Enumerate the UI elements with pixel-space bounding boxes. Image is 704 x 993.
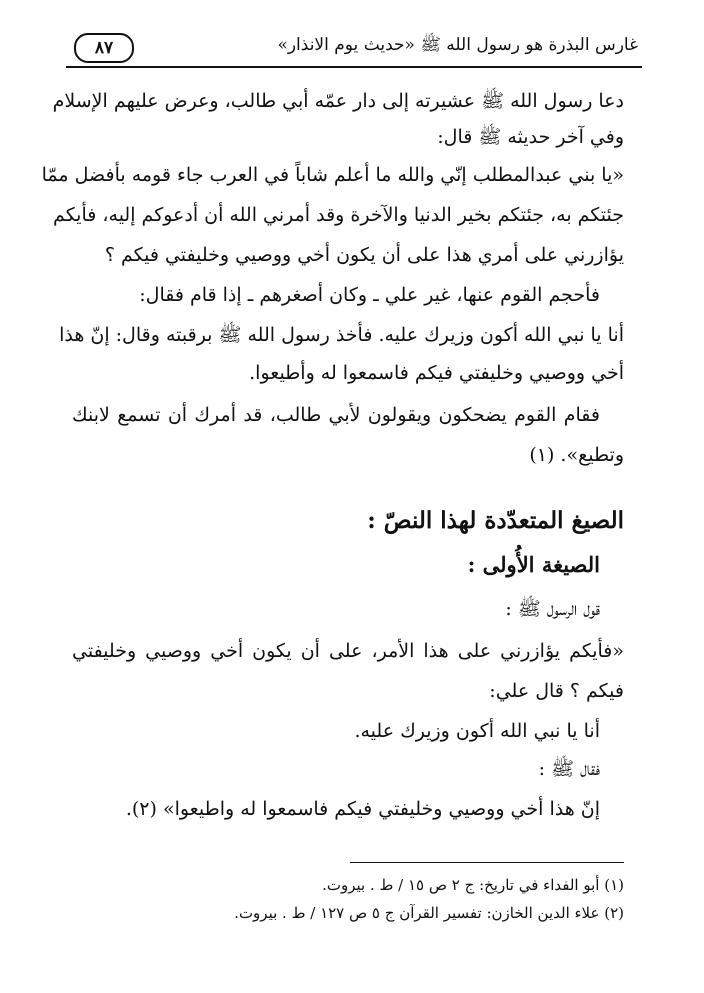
paragraph-line: وفي آخر حديثه ﷺ قال:: [437, 126, 624, 148]
paragraph-line: فأحجم القوم عنها، غير علي ـ وكان أصغرهم ـ إذا قام فقال:: [139, 284, 600, 306]
quote-line: إنّ هذا أخي ووصيي وخليفتي فيكم فاسمعوا له واطيعوا» (٢).: [125, 798, 600, 820]
paragraph-line: قول الرسول ﷺ :: [505, 598, 600, 620]
quote-line: فيكم ؟ قال علي:: [489, 680, 624, 702]
page-number-badge: ٨٧: [74, 33, 134, 63]
paragraph-line: دعا رسول الله ﷺ عشيرته إلى دار عمّه أبي طالب، وعرض عليهم الإسلام: [52, 90, 624, 112]
paragraph-line: فقام القوم يضحكون ويقولون لأبي طالب، قد أمرك أن تسمع لابنك: [72, 404, 600, 426]
running-header: [66, 30, 642, 68]
section-heading: الصيغ المتعدّدة لهذا النصّ :: [367, 507, 624, 534]
running-header-title: غارس البذرة هو رسول الله ﷺ «حديث يوم الانذار»: [277, 35, 638, 55]
quote-line: أنا يا نبي الله أكون وزيرك عليه.: [354, 720, 600, 742]
quote-line: جئتكم به، جئتكم بخير الدنيا والآخرة وقد أمرني الله أن أدعوكم إليه، فأيكم: [53, 204, 624, 226]
quote-line: فقال ﷺ :: [538, 758, 600, 780]
quote-line: يؤازرني على أمري هذا على أن يكون أخي ووصيي وخليفتي فيكم ؟: [104, 244, 624, 266]
footnote: (١) أبو الفداء في تاريخ: ج ٢ ص ١٥ / ط . بيروت.: [322, 876, 624, 894]
quote-line: «يا بني عبدالمطلب إنّي والله ما أعلم شاباً في العرب جاء قومه بأفضل ممّا: [41, 164, 624, 186]
paragraph-line: وتطيع». (١): [529, 444, 624, 466]
footnote: (٢) علاء الدين الخازن: تفسير القرآن ج ٥ ص ١٢٧ / ط . بيروت.: [234, 904, 624, 922]
quote-line: «فأيكم يؤازرني على هذا الأمر، على أن يكون أخي ووصيي وخليفتي: [72, 640, 624, 662]
paragraph-line: أخي ووصيي وخليفتي فيكم فاسمعوا له وأطيعوا.: [249, 362, 624, 384]
footnote-divider: [350, 862, 624, 863]
paragraph-line: أنا يا نبي الله أكون وزيرك عليه. فأخذ رسول الله ﷺ برقبته وقال: إنّ هذا: [59, 324, 624, 346]
subsection-heading: الصيغة الأُولى :: [467, 552, 600, 577]
